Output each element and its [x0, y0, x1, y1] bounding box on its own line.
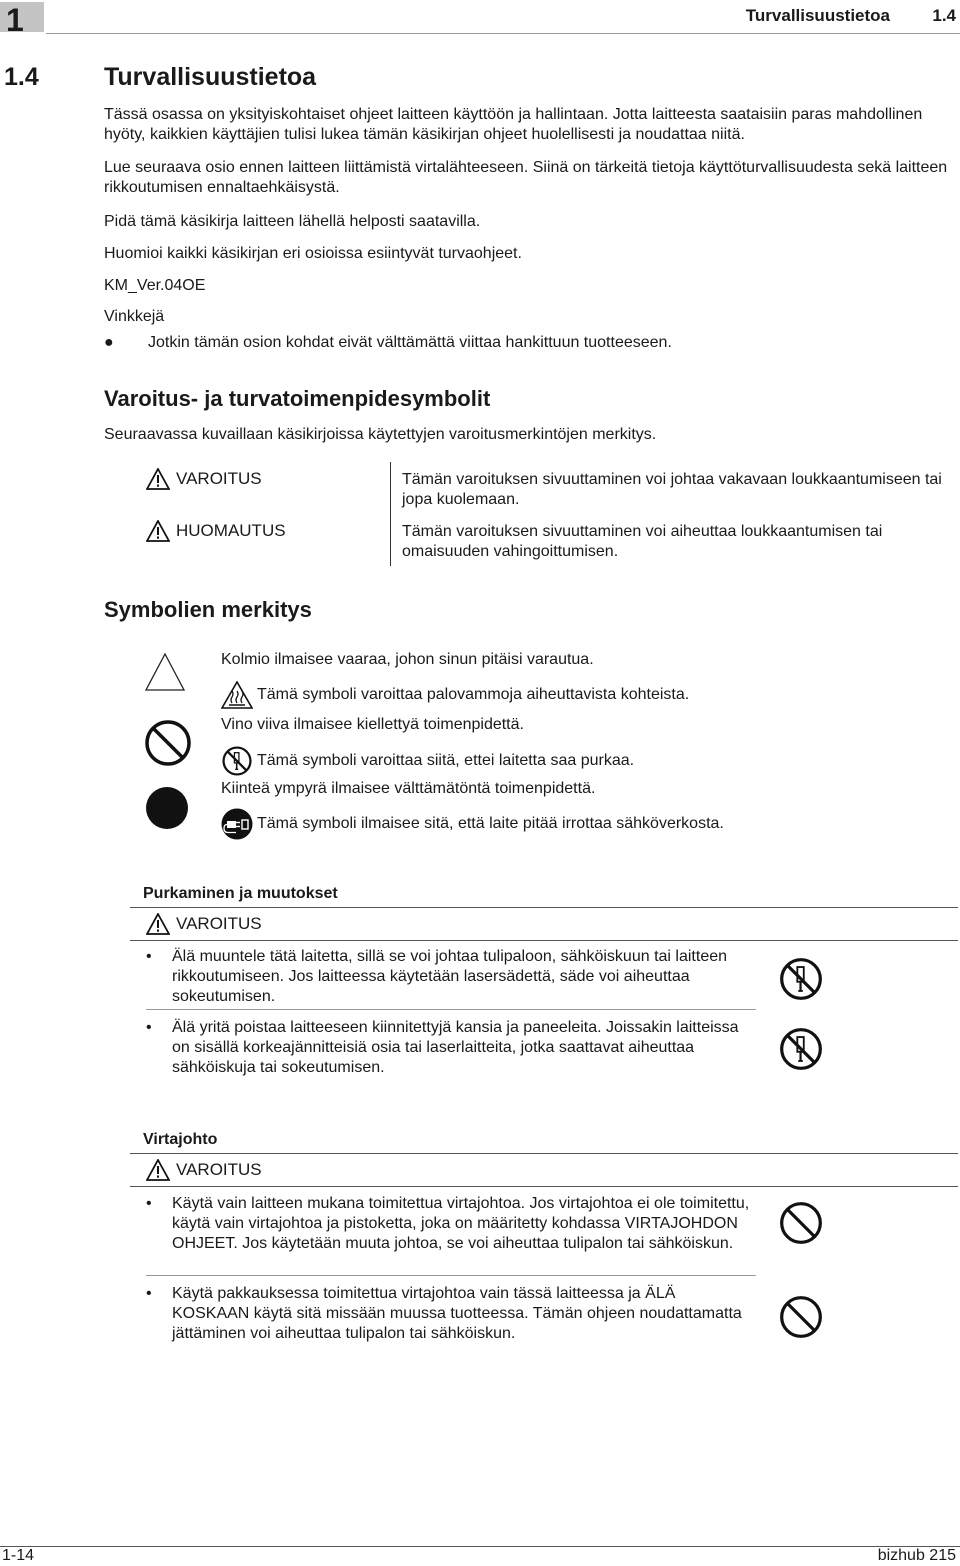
warning-triangle-icon	[146, 468, 170, 490]
warning-label-row	[146, 468, 262, 490]
power-cord-box-title: Virtajohto	[143, 1131, 218, 1148]
warning-description: Tämän varoituksen sivuuttaminen voi johtaa vakavaan loukkaantumiseen tai jopa kuolemaan.	[402, 471, 942, 508]
caution-label: HUOMAUTUS	[176, 521, 286, 540]
box2-item-2-text: Käytä pakkauksessa toimitettua virtajohtoa vain tässä laitteessa ja ÄLÄ KOSKAAN käytä sitä missään muussa tuotteessa. Tämän ohjeen noudattamatta jättäminen voi aiheuttaa tulipalon tai sähköiskun.	[172, 1285, 742, 1342]
no-disassembly-icon	[778, 956, 824, 1002]
box2-top-rule	[130, 1153, 958, 1154]
bullet-icon: •	[146, 948, 152, 965]
no-disassembly-icon	[778, 1026, 824, 1072]
intro-paragraph-4	[104, 244, 954, 264]
header-title: Turvallisuustietoa	[745, 6, 890, 25]
bullet-icon: •	[146, 1285, 152, 1302]
intro-paragraph-1	[104, 105, 954, 145]
tip-item	[104, 333, 672, 353]
box1-warning-label: VAROITUS	[176, 914, 262, 933]
box1-mid-rule	[130, 940, 958, 941]
box1-item-1-text: Älä muuntele tätä laitetta, sillä se voi johtaa tulipaloon, sähköiskuun tai laitteen rikkoutumiseen. Jos laitteessa käytetään lasersädettä, säde voi aiheuttaa sokeutumisen.	[172, 948, 728, 1005]
bullet-icon: •	[146, 1195, 152, 1212]
prohibition-icon	[143, 718, 193, 768]
symbol-line-1: Kolmio ilmaisee vaaraa, johon sinun pitäisi varautua.	[221, 651, 594, 668]
tip-text: Jotkin tämän osion kohdat eivät välttämättä viittaa hankittuun tuotteeseen.	[148, 334, 672, 351]
box2-item-2	[146, 1284, 756, 1344]
box1-item-2-text: Älä yritä poistaa laitteeseen kiinnitettyjä kansia ja paneeleita. Joissakin laitteissa on sisällä korkeajännitteisiä osia tai laserlaitteita, jotka saattavat aiheuttaa sähköiskuja tai sokeutumisen.	[172, 1019, 739, 1076]
intro-text-3: Pidä tämä käsikirja laitteen lähellä helposti saatavilla.	[104, 213, 481, 230]
symbol-meaning-heading: Symbolien merkitys	[104, 597, 312, 622]
symbol-line-5: Kiinteä ympyrä ilmaisee välttämätöntä toimenpidettä.	[221, 780, 596, 797]
prohibition-icon	[778, 1294, 824, 1340]
chapter-number: 1	[6, 2, 24, 38]
box2-warning-label: VAROITUS	[176, 1160, 262, 1179]
page-number: 1-14	[2, 1547, 35, 1564]
box2-item-1	[146, 1194, 756, 1254]
tip-bullet-icon: ●	[104, 334, 114, 351]
warning-triangle-icon	[146, 913, 170, 935]
box1-item-1	[146, 947, 756, 1007]
box2-item-divider	[146, 1275, 756, 1276]
box2-mid-rule	[130, 1186, 958, 1187]
symbol-line-4	[221, 745, 634, 777]
version-code: KM_Ver.04OE	[104, 277, 206, 294]
symbol-line-6	[221, 808, 724, 840]
prohibition-icon	[778, 1200, 824, 1246]
intro-text-2: Lue seuraava osio ennen laitteen liittämistä virtalähteeseen. Siinä on tärkeitä tietoja käyttöturvallisuudesta sekä laitteen rikkoutumisen ennaltaehkäisystä.	[104, 159, 948, 196]
intro-paragraph-3	[104, 212, 954, 232]
unplug-text: Tämä symboli ilmaisee sitä, että laite pitää irrottaa sähköverkosta.	[257, 815, 724, 832]
warning-label: VAROITUS	[176, 469, 262, 488]
burn-symbol-text: Tämä symboli varoittaa palovammoja aiheuttavista kohteista.	[257, 686, 690, 703]
box1-warning-row	[146, 913, 262, 935]
symbol-line-3: Vino viiva ilmaisee kiellettyä toimenpidettä.	[221, 716, 524, 733]
header-rule	[46, 33, 960, 34]
intro-paragraph-2	[104, 158, 954, 198]
warning-symbols-desc: Seuraavassa kuvaillaan käsikirjoissa käytettyjen varoitusmerkintöjen merkitys.	[104, 426, 657, 443]
box1-item-divider	[146, 1009, 756, 1010]
no-disassembly-icon	[221, 745, 253, 777]
tips-label: Vinkkejä	[104, 308, 165, 325]
box2-item-1-text: Käytä vain laitteen mukana toimitettua virtajohtoa. Jos virtajohtoa ei ole toimitettu, käytä vain virtajohtoa ja pistoketta, joka on määritetty kohdassa VIRTAJOHDON OHJEET. Jos käytetään muuta johtoa, se voi aiheuttaa tulipalon tai sähköiskun.	[172, 1195, 750, 1252]
intro-text-4: Huomioi kaikki käsikirjan eri osioissa esiintyvät turvaohjeet.	[104, 245, 522, 262]
box2-warning-row	[146, 1159, 262, 1181]
bullet-icon: •	[146, 1019, 152, 1036]
intro-text-1: Tässä osassa on yksityiskohtaiset ohjeet laitteen käyttöön ja hallintaan. Jotta laitteesta saataisiin paras mahdollinen hyöty, kaikkien käyttäjien tulisi lukea tämän käsikirjan ohjeet huolellisesti ja noudattaa niitä.	[104, 106, 923, 143]
section-number: 1.4	[4, 63, 39, 91]
no-disassembly-text: Tämä symboli varoittaa siitä, ettei laitetta saa purkaa.	[257, 752, 635, 769]
caution-description: Tämän varoituksen sivuuttaminen voi aiheuttaa loukkaantumisen tai omaisuuden vahingoittumisen.	[402, 523, 883, 560]
box1-item-2	[146, 1018, 756, 1078]
symbol-line-2	[221, 681, 689, 709]
caution-label-row	[146, 520, 286, 542]
box1-top-rule	[130, 907, 958, 908]
warning-symbols-heading: Varoitus- ja turvatoimenpidesymbolit	[104, 386, 491, 411]
unplug-icon	[221, 808, 253, 840]
hot-surface-icon	[221, 681, 253, 709]
product-name: bizhub 215	[877, 1547, 956, 1564]
footer-rule	[0, 1546, 960, 1547]
section-title: Turvallisuustietoa	[104, 63, 317, 91]
warning-table-divider	[390, 462, 391, 566]
hazard-triangle-icon	[144, 651, 186, 693]
warning-triangle-icon	[146, 1159, 170, 1181]
disassembly-box-title: Purkaminen ja muutokset	[143, 885, 338, 902]
header-section: 1.4	[932, 6, 956, 25]
warning-triangle-icon	[146, 520, 170, 542]
solid-circle-icon	[145, 786, 189, 830]
